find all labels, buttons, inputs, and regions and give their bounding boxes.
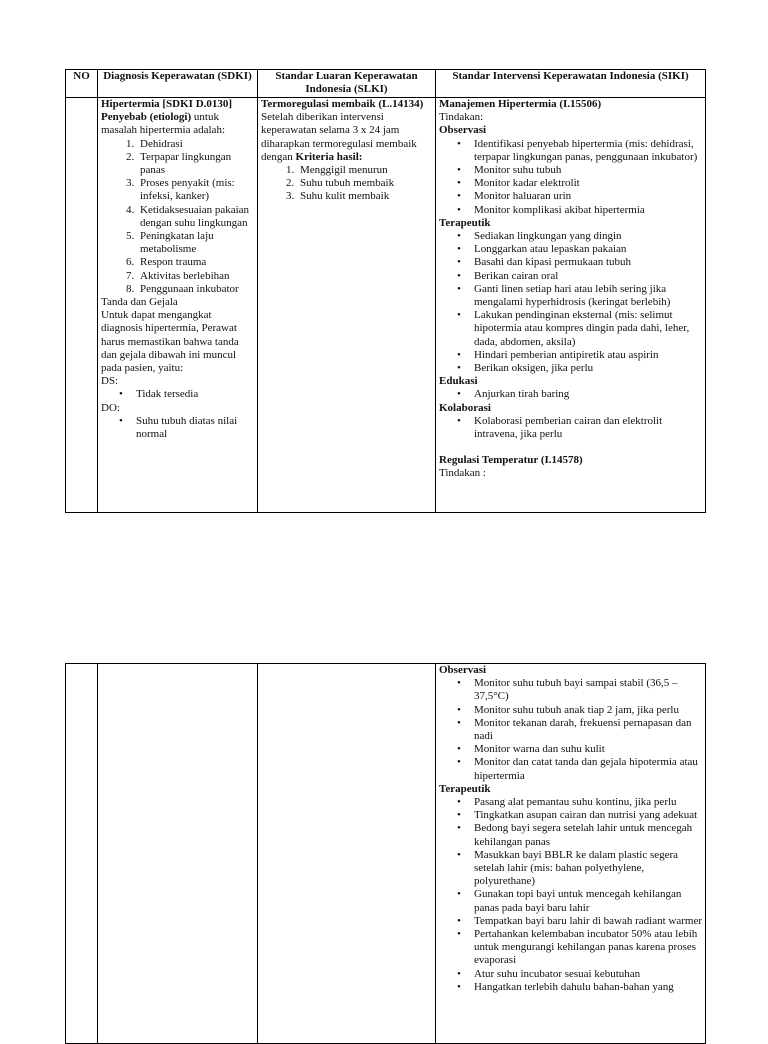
list-item: • Monitor kadar elektrolit (474, 177, 702, 190)
list-item: • Lakukan pendinginan eksternal (mis: selimut hipotermia atau kompres dingin pada dahi, leher, dada, abdomen, aksila) (474, 309, 702, 349)
edukasi-list (439, 388, 702, 401)
kolaborasi-list (439, 415, 702, 441)
criteria-list (261, 164, 432, 204)
outcome-text: Setelah diberikan intervensi keperawatan selama 3 x 24 jam diharapkan termoregulasi membaik dengan (261, 111, 417, 163)
list-item: • Basahi dan kipasi permukaan tubuh (474, 256, 702, 269)
list-item: • Hangatkan terlebih dahulu bahan-bahan yang (474, 981, 702, 994)
list-item: • Masukkan bayi BBLR ke dalam plastic segera setelah lahir (mis: bahan polyethylene, polyurethane) (474, 849, 702, 889)
list-item: • Berikan cairan oral (474, 270, 702, 283)
terapeutik-list (439, 230, 702, 375)
cause-paragraph (101, 111, 254, 137)
tindakan-label: Tindakan: (439, 111, 484, 124)
intervention-title: Manajemen Hipertermia (I.15506) (439, 98, 602, 110)
list-item: • Monitor komplikasi akibat hipertermia (474, 204, 702, 217)
observasi-label: Observasi (439, 664, 487, 676)
list-item: • Bedong bayi segera setelah lahir untuk mencegah kehilangan panas (474, 822, 702, 848)
observasi-list (439, 677, 702, 783)
list-item: • Berikan oksigen, jika perlu (474, 362, 702, 375)
list-item: 5. Peningkatan laju metabolisme (137, 230, 254, 256)
cell-intervention (436, 664, 706, 1044)
nursing-care-table-1 (65, 69, 706, 513)
intervention-title-2: Regulasi Temperatur (I.14578) (439, 454, 583, 467)
ds-list (101, 388, 254, 401)
terapeutik-list (439, 796, 702, 994)
cause-text: untuk masalah hipertermia adalah: (101, 111, 225, 137)
list-item: • Gunakan topi bayi untuk mencegah kehilangan panas pada bayi baru lahir (474, 888, 702, 914)
list-item: • Pertahankan kelembaban incubator 50% atau lebih untuk mengurangi kehilangan panas karena proses evaporasi (474, 928, 702, 968)
signs-text: Untuk dapat mengangkat diagnosis hipertermia, Perawat harus memastikan bahwa tanda dan gejala dibawah ini muncul pada pasien, yaitu: (101, 309, 239, 375)
list-item: • Monitor tekanan darah, frekuensi pernapasan dan nadi (474, 717, 702, 743)
cell-outcome (258, 664, 436, 1044)
tindakan-label-2: Tindakan : (439, 467, 486, 480)
edukasi-label: Edukasi (439, 375, 478, 388)
cell-no (66, 664, 98, 1044)
list-item: • Ganti linen setiap hari atau lebih sering jika mengalami hyperhidrosis (keringat berlebih) (474, 283, 702, 309)
terapeutik-label: Terapeutik (439, 782, 491, 795)
list-item: • Kolaborasi pemberian cairan dan elektrolit intravena, jika perlu (474, 415, 702, 441)
table-row (66, 98, 706, 513)
list-item: • Anjurkan tirah baring (474, 388, 702, 401)
signs-title: Tanda dan Gejala (101, 296, 178, 309)
list-item: • Monitor warna dan suhu kulit (474, 743, 702, 756)
list-item: 4. Ketidaksesuaian pakaian dengan suhu lingkungan (137, 204, 254, 230)
list-item: • Tempatkan bayi baru lahir di bawah radiant warmer (474, 915, 702, 928)
list-item: 6. Respon trauma (137, 256, 254, 269)
cell-outcome (258, 98, 436, 513)
list-item: 2. Terpapar lingkungan panas (137, 151, 254, 177)
outcome-title: Termoregulasi membaik (L.14134) (261, 98, 424, 110)
list-item: • Sediakan lingkungan yang dingin (474, 230, 702, 243)
cause-list (101, 138, 254, 296)
list-item: 3. Suhu kulit membaik (297, 190, 432, 203)
list-item: • Pasang alat pemantau suhu kontinu, jika perlu (474, 796, 702, 809)
list-item: • Tidak tersedia (136, 388, 254, 401)
list-item: • Hindari pemberian antipiretik atau aspirin (474, 349, 702, 362)
list-item: • Monitor suhu tubuh anak tiap 2 jam, jika perlu (474, 704, 702, 717)
list-item: 7. Aktivitas berlebihan (137, 270, 254, 283)
list-item: • Monitor dan catat tanda dan gejala hipotermia atau hipertermia (474, 756, 702, 782)
list-item: 2. Suhu tubuh membaik (297, 177, 432, 190)
list-item: 1. Dehidrasi (137, 138, 254, 151)
header-no: NO (66, 70, 98, 98)
cell-diagnosis (98, 98, 258, 513)
do-label: DO: (101, 401, 120, 414)
list-item: • Suhu tubuh diatas nilai normal (136, 415, 254, 441)
kolaborasi-label: Kolaborasi (439, 401, 491, 414)
do-list (101, 415, 254, 441)
diagnosis-title: Hipertermia [SDKI D.0130] (101, 98, 233, 110)
table-header-row (66, 70, 706, 98)
list-item: • Longgarkan atau lepaskan pakaian (474, 243, 702, 256)
list-item: 1. Menggigil menurun (297, 164, 432, 177)
list-item: • Monitor haluaran urin (474, 190, 702, 203)
cause-label: Penyebab (etiologi) (101, 111, 192, 124)
header-outcome: Standar Luaran Keperawatan Indonesia (SLKI) (258, 70, 436, 98)
cell-diagnosis (98, 664, 258, 1044)
list-item: • Tingkatkan asupan cairan dan nutrisi yang adekuat (474, 809, 702, 822)
cell-intervention (436, 98, 706, 513)
list-item: 3. Proses penyakit (mis: infeksi, kanker) (137, 177, 254, 203)
observasi-list (439, 138, 702, 217)
list-item: • Monitor suhu tubuh (474, 164, 702, 177)
header-diagnosis: Diagnosis Keperawatan (SDKI) (98, 70, 258, 98)
list-item: • Identifikasi penyebab hipertermia (mis: dehidrasi, terpapar lingkungan panas, penggunaan inkubator) (474, 138, 702, 164)
ds-label: DS: (101, 375, 119, 388)
nursing-care-table-2 (65, 663, 706, 1044)
observasi-label: Observasi (439, 124, 487, 137)
list-item: 8. Penggunaan inkubator (137, 283, 254, 296)
table-row (66, 664, 706, 1044)
outcome-paragraph (261, 111, 432, 164)
header-intervention: Standar Intervensi Keperawatan Indonesia (SIKI) (436, 70, 706, 98)
spacer (439, 441, 702, 454)
list-item: • Atur suhu incubator sesuai kebutuhan (474, 968, 702, 981)
list-item: • Monitor suhu tubuh bayi sampai stabil (36,5 – 37,5°C) (474, 677, 702, 703)
criteria-label: Kriteria hasil: (295, 150, 363, 163)
terapeutik-label: Terapeutik (439, 216, 491, 229)
cell-no (66, 98, 98, 513)
